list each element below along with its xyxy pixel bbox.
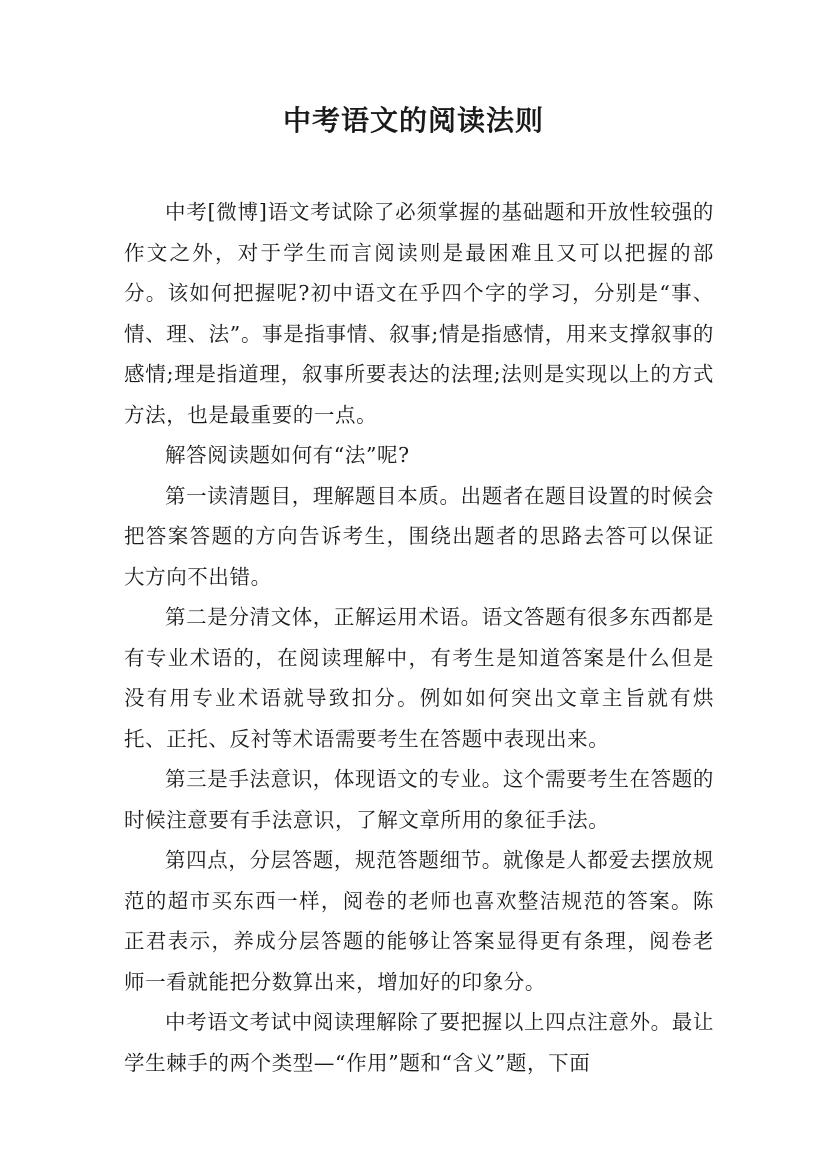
paragraph-point-three: 第三是手法意识，体现语文的专业。这个需要考生在答题的时候注意要有手法意识，了解文章所用的象征手法。 — [124, 767, 714, 832]
document-title: 中考语文的阅读法则 — [282, 104, 544, 137]
paragraph-question: 解答阅读题如何有“法”呢? — [165, 443, 410, 467]
paragraph-closing: 中考语文考试中阅读理解除了要把握以上四点注意外。最让学生棘手的两个类型—“作用”题和“含义”题，下面 — [124, 1010, 714, 1075]
paragraph-point-two: 第二是分清文体，正解运用术语。语文答题有很多东西都是有专业术语的，在阅读理解中，有考生是知道答案是什么但是没有用专业术语就导致扣分。例如如何突出文章主旨就有烘托、正托、反衬等术语需要考生在答题中表现出来。 — [124, 605, 714, 751]
paragraph-point-one: 第一读清题目，理解题目本质。出题者在题目设置的时候会把答案答题的方向告诉考生，围绕出题者的思路去答可以保证大方向不出错。 — [124, 483, 714, 589]
document-body — [124, 192, 714, 1083]
paragraph-point-four: 第四点，分层答题，规范答题细节。就像是人都爱去摆放规范的超市买东西一样，阅卷的老师也喜欢整洁规范的答案。陈正君表示，养成分层答题的能够让答案显得更有条理，阅卷老师一看就能把分数算出来，增加好的印象分。 — [124, 848, 714, 994]
paragraph-intro: 中考[微博]语文考试除了必须掌握的基础题和开放性较强的作文之外，对于学生而言阅读则是最困难且又可以把握的部分。该如何把握呢?初中语文在乎四个字的学习，分别是“事、情、理、法”。事是指事情、叙事;情是指感情，用来支撑叙事的感情;理是指道理，叙事所要表达的法理;法则是实现以上的方式方法，也是最重要的一点。 — [124, 200, 714, 427]
